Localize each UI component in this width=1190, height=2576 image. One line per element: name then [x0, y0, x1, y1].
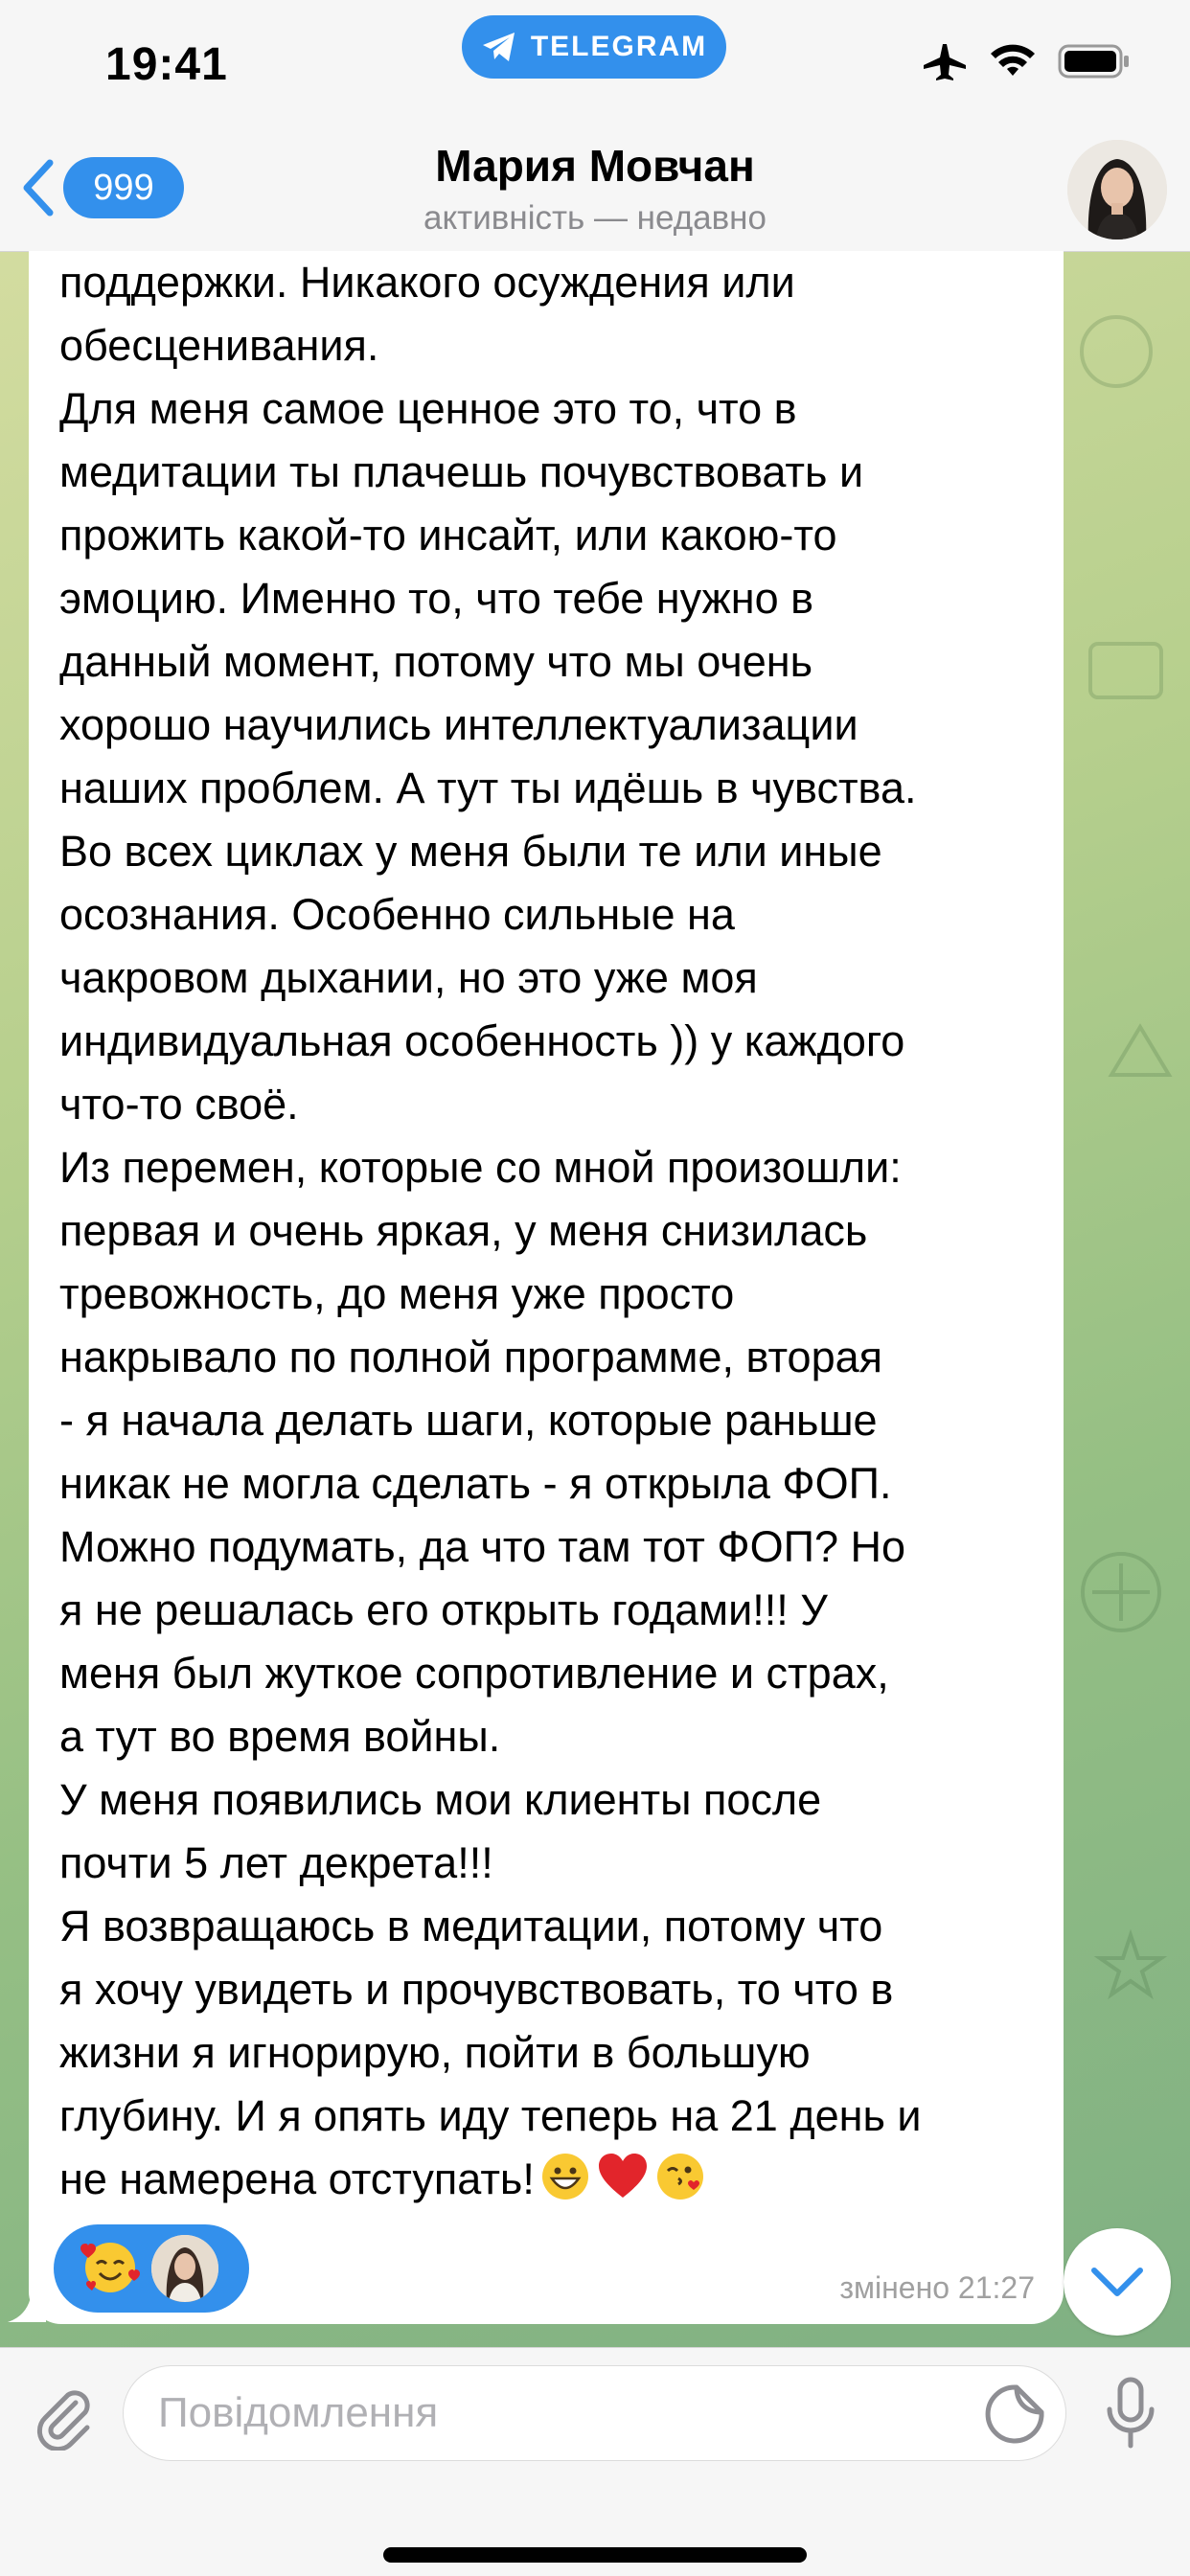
- grinning-face-icon: [540, 2152, 590, 2219]
- microphone-button[interactable]: [1092, 2375, 1169, 2451]
- telegram-pill[interactable]: [462, 15, 726, 79]
- input-bar: [0, 2347, 1190, 2576]
- chat-title: Мария Мовчан: [435, 141, 755, 191]
- sticker-icon: [984, 2383, 1045, 2445]
- status-icons: [922, 42, 1131, 80]
- status-time: 19:41: [105, 39, 228, 90]
- doodle-icon: [1073, 1544, 1169, 1640]
- attach-button[interactable]: [27, 2381, 100, 2453]
- back-button[interactable]: [19, 157, 184, 218]
- message-bubble[interactable]: [29, 251, 1064, 2324]
- home-indicator: [383, 2547, 807, 2563]
- doodle-icon: [1092, 1927, 1169, 2004]
- airplane-mode-icon: [922, 42, 968, 80]
- reaction-pill[interactable]: [54, 2224, 249, 2313]
- chevron-left-icon: [19, 157, 57, 218]
- chevron-down-icon: [1089, 2266, 1145, 2298]
- smiling-face-with-hearts-icon: [79, 2235, 142, 2303]
- status-bar: [0, 0, 1190, 125]
- message-body: поддержки. Никакого осуждения или обесценивания. Для меня самое ценное это то, что в медитации ты плачешь почувствовать и прожить какой-то инсайт, или какою-то эмоцию. Именно то, что тебе нужно в данный момент, потому что мы очень хорошо научились интеллектуализации наших проблем. А тут ты идёшь в чувства. Во всех циклах у меня были те или иные осознания. Особенно сильные на чакровом дыхании, но это уже моя индивидуальная особенность )) у каждого что-то своё. Из перемен, которые со мной произошли: первая и очень яркая, у меня снизилась тревожность, до меня уже просто накрывало по полной программе, вторая - я начала делать шаги, которые раньше никак не могла сделать - я открыла ФОП. Можно подумать, да что там тот ФОП? Но я не решалась его открыть годами!!! У меня был жуткое сопротивление и страх, а тут во время войны. У меня появились мои клиенты после почти 5 лет декрета!!! Я возвращаюсь в медитации, потому что я хочу увидеть и прочувствовать, то что в жизни я игнорирую, пойти в большую глубину. И я опять иду теперь на 21 день и не намерена отступать!: [59, 258, 922, 2203]
- chat-title-area[interactable]: [307, 140, 883, 238]
- telegram-pill-label: TELEGRAM: [530, 31, 708, 62]
- doodle-icon: [1073, 308, 1159, 395]
- message-input[interactable]: [123, 2365, 1066, 2461]
- battery-icon: [1058, 43, 1131, 80]
- microphone-icon: [1104, 2377, 1157, 2450]
- red-heart-icon: [596, 2152, 650, 2219]
- message-edited-time: змінено 21:27: [839, 2270, 1035, 2305]
- doodle-icon: [1102, 1017, 1179, 1094]
- face-blowing-kiss-icon: [655, 2152, 705, 2219]
- paper-plane-icon: [481, 31, 517, 63]
- wifi-icon: [989, 43, 1037, 80]
- avatar-portrait-icon: [1067, 140, 1167, 239]
- sticker-button[interactable]: [981, 2381, 1048, 2448]
- message-text: [59, 251, 1065, 2219]
- doodle-icon: [1083, 634, 1169, 711]
- contact-avatar[interactable]: [1067, 140, 1167, 239]
- chat-subtitle: активність — недавно: [423, 199, 767, 237]
- paperclip-icon: [30, 2383, 97, 2451]
- chat-header: [0, 125, 1190, 252]
- reaction-user-avatar: [151, 2235, 218, 2302]
- scroll-to-bottom-button[interactable]: [1064, 2228, 1171, 2336]
- unread-badge: 999: [63, 157, 184, 218]
